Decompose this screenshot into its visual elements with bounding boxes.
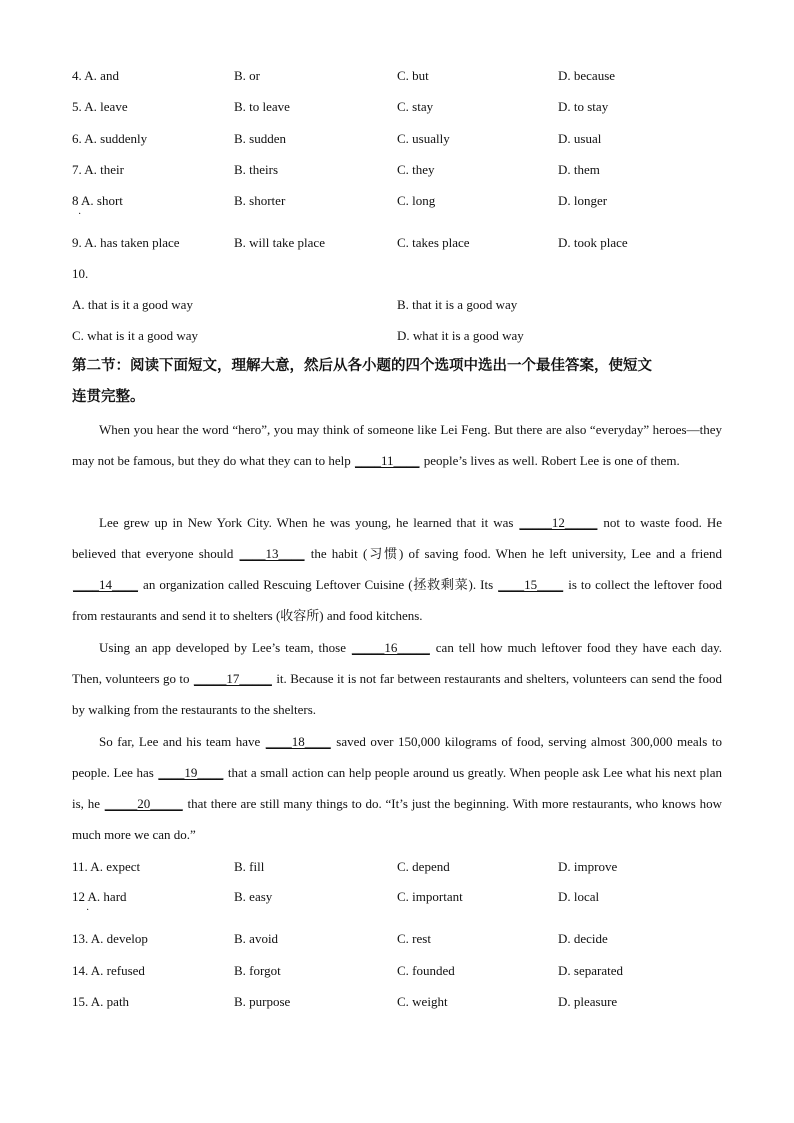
option-c: C. stay [397,99,434,114]
option-d: D. usual [558,131,602,146]
blank-15: ____15____ [498,577,564,592]
option-d: D. what it is a good way [397,328,524,343]
option-b: B. that it is a good way [397,297,518,312]
question-row [72,191,722,211]
option-b: B. avoid [234,931,279,946]
blank-19: ____19____ [158,765,224,780]
option-b: B. to leave [234,99,290,114]
question-row [72,233,722,253]
passage-paragraph-2 [72,507,722,631]
question-number: 10. [72,266,89,281]
blank-17: _____17_____ [193,671,272,686]
option-d: D. local [558,889,600,904]
blank-13: ____13____ [239,546,305,561]
passage-paragraph-3 [72,632,722,725]
passage-text: can tell how much leftover food they have each day. Then, volunteers go to [72,640,722,686]
option-c: C. weight [397,994,448,1009]
question-row [72,857,722,877]
option-d: D. improve [558,859,618,874]
question-row [72,961,722,981]
option-a: 12 A. hard [72,889,127,904]
passage-paragraph-4 [72,726,722,850]
passage-text: that there are still many things to do. “It’s just the beginning. With more restaurants, who knows how much more we can do.” [72,796,722,842]
passage-text: not to waste food. He believed that everyone should [72,515,723,561]
option-d: D. because [558,68,616,83]
option-c: C. long [397,193,436,208]
option-a: 14. A. refused [72,963,145,978]
passage-text: the habit (习惯) of saving food. When he left university, Lee and a friend [305,546,722,561]
section-title [72,351,722,413]
option-c: C. what is it a good way [72,328,199,343]
option-b: B. easy [234,889,273,904]
option-b: B. fill [234,859,265,874]
passage-text: Lee grew up in New York City. When he was young, he learned that it was [99,515,519,530]
option-a: 13. A. develop [72,931,148,946]
option-d: D. longer [558,193,608,208]
blank-16: _____16_____ [351,640,430,655]
option-a: 11. A. expect [72,859,141,874]
blank-20: _____20_____ [104,796,183,811]
option-c: C. depend [397,859,450,874]
passage-text: an organization called Rescuing Leftover Cuisine (拯救剩菜). Its [139,577,498,592]
question-10-row-1 [72,295,722,315]
passage-text: When you hear the word “hero”, you may think of someone like Lei Feng. But there are also “everyday” heroes—they may not be famous, but they do what they can to help [72,422,722,468]
question-row [72,929,722,949]
stray-dot: · [86,905,90,916]
option-d: D. took place [558,235,628,250]
question-row [72,129,722,149]
question-row [72,97,722,117]
passage-text: that a small action can help people around us greatly. When people ask Lee what his next plan is, he [72,765,722,811]
option-a: 5. A. leave [72,99,128,114]
passage-text: it. Because it is not far between restaurants and shelters, volunteers can send the food by walking from the restaurants to the shelters. [72,671,722,717]
passage-text: people’s lives as well. Robert Lee is one of them. [420,453,680,468]
option-a: 4. A. and [72,68,119,83]
option-d: D. pleasure [558,994,618,1009]
option-c: C. usually [397,131,450,146]
option-d: D. separated [558,963,623,978]
option-a: 8 A. short [72,193,123,208]
option-b: B. sudden [234,131,286,146]
blank-12: _____12_____ [519,515,598,530]
option-c: C. takes place [397,235,470,250]
option-c: C. rest [397,931,431,946]
option-d: D. them [558,162,600,177]
option-a: A. that is it a good way [72,297,193,312]
question-10-number-row [72,264,722,284]
question-row [72,160,722,180]
option-c: C. but [397,68,429,83]
question-row [72,992,722,1012]
option-c: C. important [397,889,463,904]
section-title-line-1: 第二节：阅读下面短文，理解大意，然后从各小题的四个选项中选出一个最佳答案，使短文 [72,358,652,374]
question-row [72,66,722,86]
option-b: B. or [234,68,260,83]
passage-text: Using an app developed by Lee’s team, those [99,640,351,655]
option-a: 9. A. has taken place [72,235,180,250]
option-b: B. shorter [234,193,286,208]
option-d: D. to stay [558,99,609,114]
option-b: B. theirs [234,162,279,177]
stray-dot: · [78,209,82,220]
blank-18: ____18____ [265,734,331,749]
passage-text: So far, Lee and his team have [99,734,265,749]
section-title-line-2: 连贯完整。 [72,389,145,405]
option-c: C. they [397,162,435,177]
question-10-row-2 [72,326,722,346]
passage-text: saved over 150,000 kilograms of food, serving almost 300,000 meals to people. Lee has [72,734,722,780]
option-a: 15. A. path [72,994,130,1009]
question-row [72,887,722,907]
blank-14: ____14____ [73,577,138,592]
option-c: C. founded [397,963,455,978]
passage-text: is to collect the leftover food from restaurants and send it to shelters (收容所) and food kitchens. [72,577,722,623]
option-a: 7. A. their [72,162,124,177]
option-b: B. forgot [234,963,281,978]
option-a: 6. A. suddenly [72,131,148,146]
passage-paragraph-1 [72,414,722,476]
option-b: B. purpose [234,994,291,1009]
option-b: B. will take place [234,235,325,250]
option-d: D. decide [558,931,608,946]
blank-11: ____11____ [354,453,420,468]
